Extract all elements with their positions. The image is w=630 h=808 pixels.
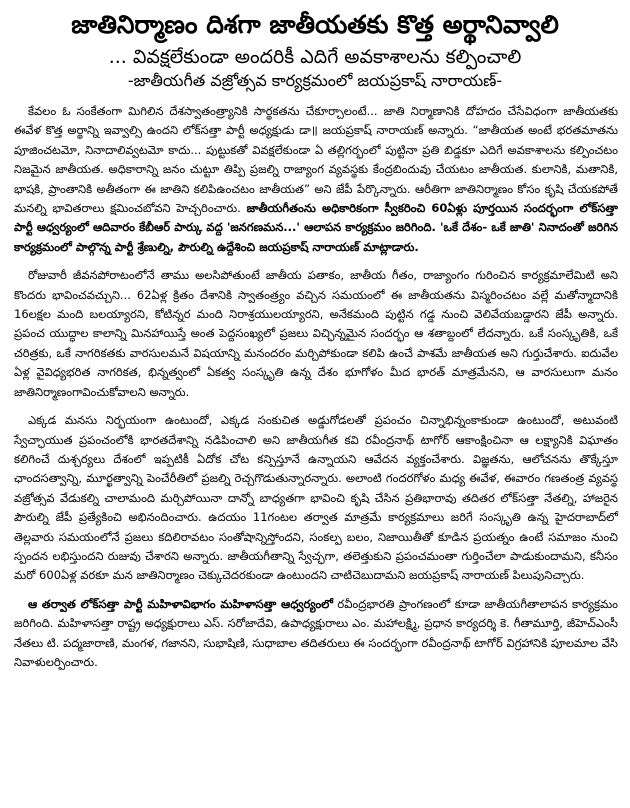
headline-subtitle: ... వివక్షలేకుండా అందరికీ ఎదిగే అవకాశాలను కల్పించాలి xyxy=(108,46,522,68)
paragraph-1-bold: జాతీయగీతంను అధికారికంగా స్వీకరించి 60ఏళ్లు పూర్తయిన సందర్భంగా లోక్‌సత్తా పార్టీ ఆధ్వర్యంలో ఆదివారం కేబీఆర్ పార్కు వద్ద 'జనగణమన...' ఆలాపన కార్యక్రమం జరిగింది. 'ఒకే దేశం- ఒకే జాతి' నినాదంతో జరిగిన కార్యక్రమంలో పాల్గొన్న పార్టీ శ్రేణుల్ని, పౌరుల్ని ఉద్దేశించి జయప్రకాష్ నారాయణ్ మాట్లాడారు. xyxy=(14,201,619,254)
paragraph-1-text: కేవలం ఓ సంకేతంగా మిగిలిన దేశస్వాతంత్ర్యానికి సార్థకతను చేకూర్చాలంటే... జాతి నిర్మాణానికి దోహదం చేసేవిధంగా జాతీయతకు ఈవేళ కొత్త అర్థాన్ని ఇవ్వాల్సి ఉందని లోక్‌సత్తా పార్టీ అధ్యక్షుడు డా॥ జయప్రకాష్ నారాయణ్ అన్నారు. “జాతీయత అంటే భరతమాతను పూజించటమో, నినాదాలివ్వటమో కాదు... పుట్టుకతో వివక్షలేకుండా ఏ తల్లిగర్భంలో పుట్టినా ప్రతి బిడ్డకూ ఎదిగే అవకాశాలను కల్పించటం నిజమైన జాతీయత. అధికారాన్ని జనం చుట్టూ తిప్పి ప్రజల్ని రాజ్యాంగ వ్యవస్థకు కేంద్రబిందువు చేయటం జాతీయత. కులానికి, మతానికి, భాషకి, ప్రాంతానికి అతీతంగా ఈ జాతిని కలిపిఉంచటం జాతీయత” అని జేపీ పేర్కొన్నారు. ఆరీతిగా జాతినిర్మాణం కోసం కృషి చేయకపోతే మనల్ని భావితరాలు క్షమించబోవని హెచ్చరించారు. xyxy=(14,104,618,216)
paragraph-3: ఎక్కడ మనసు నిర్భయంగా ఉంటుందో, ఎక్కడ సంకుచిత అడ్డుగోడలతో ప్రపంచం చిన్నాభిన్నంకాకుండా ఉంటుందో, అటువంటి స్వేచ్ఛాయుత ప్రపంచంలోకి భారతదేశాన్ని నడిపించాలి అని జాతీయగీత కవి రవీంద్రనాథ్ టాగోర్ ఆకాంక్షించినా ఆ లక్ష్యానికి విఘాతం కలిగించే దుశ్చర్యలు దేశంలో ఇప్పటికీ ఏదోక చోట కన్పిస్తూనే ఉన్నాయని ఆవేదన వ్యక్తంచేశారు. విజ్ఞతను, ఆలోచనను తొక్కేస్తూ ఛాందసత్వాన్ని, మూర్ఖత్వాన్ని పెంచేరీతిలో ప్రజల్ని రెచ్చగొడుతున్నారన్నారు. అలాంటి గందరగోళం మధ్య ఈవేళ, ఈవారం గణతంత్ర వ్యవస్థ వజ్రోత్సవ వేడుకల్ని చాలామంది మర్చిపోయినా దాన్నో బాధ్యతగా భావించి కృషి చేసిన ప్రతిభారావు తదితర లోక్‌సత్తా నేతల్ని, హాజరైన పౌరుల్ని జేపీ ప్రత్యేకించి అభినందించారు. ఉదయం 11గంటల తర్వాత మాత్రమే కార్యక్రమాలు జరిగే సంస్కృతి ఉన్న హైదరాబాద్‌లో తెల్లవారు సమయంలోనే ప్రజలు కదిలిరావటం సంతోషాన్నిస్తోందని, సంకల్ప బలం, నిజాయితీతో కూడిన ప్రయత్నం ఉంటే సమాజం నుంచి స్పందన లభిస్తుందని రుజువు చేశారని అన్నారు. జాతీయగీతాన్ని స్వేచ్ఛగా, తలెత్తుకుని ప్రపంచమంతా గుర్తించేలా పాడుకుందామని, కనీసం మరో 600ఏళ్ల వరకూ మన జాతినిర్మాణం చెక్కుచెదరకుండా ఉంటుందని చాటిచెబుదామని జయప్రకాష్ నారాయణ్ పిలుపునిచ్చారు. xyxy=(14,413,618,583)
headline-title: జాతినిర్మాణం దిశగా జాతీయతకు కొత్త అర్థానివ్వాలి xyxy=(71,10,559,39)
paragraph-4 xyxy=(14,595,618,673)
paragraph-4-bold: ఆ తర్వాత లోక్‌సత్తా పార్టీ మహిళావిభాగం మహిళాసత్తా ఆధ్వర్యంలో xyxy=(28,596,334,611)
headline-byline: -జాతీయగీత వజ్రోత్సవ కార్యక్రమంలో జయప్రకాష్ నారాయణ్- xyxy=(127,71,503,90)
article-body xyxy=(0,102,630,672)
paragraph-2: రోజువారీ జీవనపోరాటంలోనే తాము అలసిపోతుంటే జాతీయ పతాకం, జాతీయ గీతం, రాజ్యాంగం గురించిన కార్యక్రమాలేమిటి అని కొందరు భావించవచ్చుని... 62ఏళ్ల క్రితం దేశానికి స్వాతంత్ర్యం వచ్చిన సమయంలో ఈ జాతీయతను విస్మరించటం వల్లే మతోన్మాదానికి 16లక్షల మంది బలయ్యారని, కోటిన్నర మంది నిరాశ్రయులయ్యారని, అనేకమంది పుట్టిన గడ్డ నుంచి వెలివేయబడ్డారని జేపీ అన్నారు. ప్రపంచ యుద్ధాల కాలాన్ని మినహాయిస్తే అంత పెద్దసంఖ్యలో ప్రజలు విచ్ఛిన్నమైన సందర్భం ఆ శతాబ్దంలో లేదన్నారు. ఒకే సంస్కృతికి, ఒకే చరిత్రకు, ఒకే నాగరికతకు వారసులమనే విషయాన్ని మనందరం మర్చిపోకుండా కలిపి ఉంచే పాశమే జాతీయత అని గుర్తుచేశారు. ఐదువేల ఏళ్ల వైవిధ్యభరిత నాగరికత, భిన్నత్వంలో ఏకత్వ సంస్కృతి ఉన్న దేశం భూగోళం మీద భారత్ మాత్రమేనని, ఆ వారసులుగా మనం జాతినిర్మాణంగావించుకోవాలని అన్నారు. xyxy=(14,268,618,399)
headline xyxy=(0,8,630,92)
paragraph-1 xyxy=(14,102,618,257)
paragraph-4-text: రవీంద్రభారతి ప్రాంగణంలో కూడా జాతీయగీతాలాపన కార్యక్రమం జరిగింది. మహిళాసత్తా రాష్ట్ర అధ్యక్షురాలు ఎస్. సరోజాదేవి, ఉపాధ్యక్షురాలు ఎం. మహాలక్ష్మి, ప్రధాన కార్యదర్శి కె. గీతామూర్తి, జీహెచ్ఎంసీ నేతలు టి. పద్మజారాణి, మంగళ, గజానని, సుభాషిణి, సుధాబాల తదితరులు ఈ సందర్భంగా రవీంద్రనాథ్ టాగోర్ విగ్రహానికి పూలమాల వేసి నివాళులర్పించారు. xyxy=(14,596,618,669)
